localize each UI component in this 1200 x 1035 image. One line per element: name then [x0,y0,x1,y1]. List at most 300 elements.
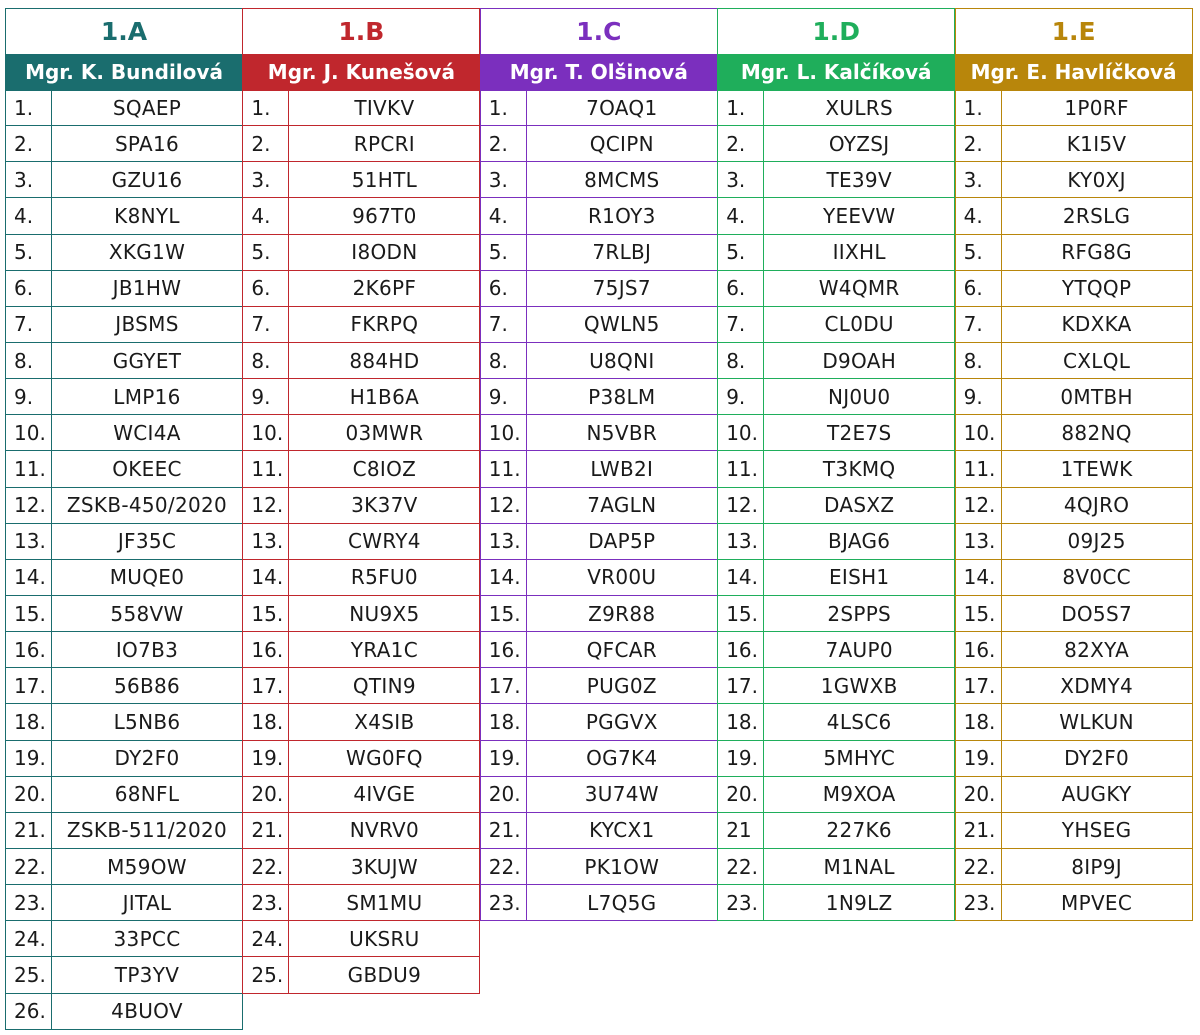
row-number: 23. [242,885,288,921]
access-code: 8MCMS [526,162,718,198]
table-row [242,560,480,596]
access-code: R5FU0 [288,560,480,596]
table-row [955,271,1193,307]
row-number: 6. [480,271,526,307]
row-number: 11. [480,451,526,487]
row-number: 18. [717,704,763,740]
access-code: 3KUJW [288,849,480,885]
table-row [242,849,480,885]
access-code: 33PCC [51,921,243,957]
row-number: 16. [955,632,1001,668]
access-code: X4SIB [288,704,480,740]
teacher-name: Mgr. L. Kalčíková [717,54,955,90]
table-row [955,90,1193,126]
table-row [480,162,718,198]
row-number: 16. [480,632,526,668]
code-list [955,90,1193,921]
row-number: 6. [5,271,51,307]
table-row [480,307,718,343]
row-number: 14. [955,560,1001,596]
row-number: 14. [5,560,51,596]
access-code: L7Q5G [526,885,718,921]
access-code: PUG0Z [526,668,718,704]
row-number: 9. [5,379,51,415]
table-row [242,524,480,560]
row-number: 15. [717,596,763,632]
row-number: 24. [242,921,288,957]
table-row [5,162,243,198]
access-code: N5VBR [526,415,718,451]
row-number: 11. [5,451,51,487]
access-code: 0MTBH [1001,379,1193,415]
row-number: 22. [480,849,526,885]
access-code: H1B6A [288,379,480,415]
access-code: JF35C [51,524,243,560]
row-number: 5. [955,235,1001,271]
class-label: 1.D [717,8,955,54]
table-row [955,307,1193,343]
row-number: 10. [5,415,51,451]
access-code: NJ0U0 [763,379,955,415]
row-number: 15. [480,596,526,632]
row-number: 16. [717,632,763,668]
row-number: 17. [242,668,288,704]
table-row [955,488,1193,524]
row-number: 3. [955,162,1001,198]
table-row [5,198,243,234]
row-number: 20. [480,777,526,813]
row-number: 11. [717,451,763,487]
access-code: 1GWXB [763,668,955,704]
row-number: 18. [480,704,526,740]
table-row [5,885,243,921]
class-column-3 [717,8,955,1032]
table-row [717,198,955,234]
table-row [5,90,243,126]
row-number: 14. [242,560,288,596]
table-row [717,235,955,271]
access-code: 558VW [51,596,243,632]
table-row [717,596,955,632]
table-row [242,126,480,162]
row-number: 3. [480,162,526,198]
row-number: 12. [480,488,526,524]
table-row [5,849,243,885]
table-row [480,90,718,126]
access-code: I8ODN [288,235,480,271]
access-code: DAP5P [526,524,718,560]
access-code: W4QMR [763,271,955,307]
table-row [717,90,955,126]
access-code: R1OY3 [526,198,718,234]
access-code: YTQQP [1001,271,1193,307]
access-code: TIVKV [288,90,480,126]
table-row [242,632,480,668]
row-number: 5. [480,235,526,271]
access-code: T3KMQ [763,451,955,487]
access-code: T2E7S [763,415,955,451]
table-row [480,379,718,415]
row-number: 9. [717,379,763,415]
access-code: OYZSJ [763,126,955,162]
table-row [5,126,243,162]
table-row [717,524,955,560]
row-number: 13. [5,524,51,560]
table-row [242,162,480,198]
table-row [242,379,480,415]
table-row [717,704,955,740]
class-column-4 [955,8,1193,1032]
access-code: CWRY4 [288,524,480,560]
row-number: 2. [5,126,51,162]
table-row [955,379,1193,415]
row-number: 7. [717,307,763,343]
access-code: DO5S7 [1001,596,1193,632]
access-code: PGGVX [526,704,718,740]
access-code: OKEEC [51,451,243,487]
access-code: 7AGLN [526,488,718,524]
access-code: IO7B3 [51,632,243,668]
class-column-2 [480,8,718,1032]
table-row [717,632,955,668]
access-code: 51HTL [288,162,480,198]
access-code: M1NAL [763,849,955,885]
access-code: 4BUOV [51,994,243,1030]
access-code: 68NFL [51,777,243,813]
access-code: 3U74W [526,777,718,813]
row-number: 6. [717,271,763,307]
row-number: 10. [955,415,1001,451]
table-row [717,271,955,307]
access-code: ZSKB-450/2020 [51,488,243,524]
class-label: 1.B [242,8,480,54]
access-code: KYCX1 [526,813,718,849]
row-number: 5. [717,235,763,271]
access-code: 7RLBJ [526,235,718,271]
access-code: RPCRI [288,126,480,162]
access-code: KY0XJ [1001,162,1193,198]
row-number: 17. [717,668,763,704]
row-number: 8. [717,343,763,379]
table-row [717,162,955,198]
table-row [955,741,1193,777]
table-row [955,126,1193,162]
access-code: 3K37V [288,488,480,524]
table-row [955,162,1193,198]
table-row [5,451,243,487]
table-row [717,451,955,487]
row-number: 11. [242,451,288,487]
table-row [5,777,243,813]
class-label: 1.E [955,8,1193,54]
row-number: 20. [242,777,288,813]
row-number: 1. [480,90,526,126]
row-number: 17. [480,668,526,704]
access-code: 2K6PF [288,271,480,307]
row-number: 2. [717,126,763,162]
access-code: 4LSC6 [763,704,955,740]
row-number: 22. [717,849,763,885]
row-number: 10. [242,415,288,451]
table-row [242,704,480,740]
table-row [480,741,718,777]
row-number: 2. [480,126,526,162]
row-number: 21. [480,813,526,849]
row-number: 17. [955,668,1001,704]
access-code: IIXHL [763,235,955,271]
row-number: 20. [5,777,51,813]
class-column-0 [5,8,243,1032]
table-row [5,632,243,668]
table-row [480,632,718,668]
table-row [480,560,718,596]
access-code: DY2F0 [51,741,243,777]
access-code: 09J25 [1001,524,1193,560]
access-code: GZU16 [51,162,243,198]
access-code: D9OAH [763,343,955,379]
row-number: 7. [480,307,526,343]
access-code: C8IOZ [288,451,480,487]
row-number: 18. [242,704,288,740]
row-number: 12. [5,488,51,524]
access-code: 1TEWK [1001,451,1193,487]
table-row [717,668,955,704]
row-number: 22. [955,849,1001,885]
row-number: 15. [955,596,1001,632]
table-row [717,307,955,343]
access-code: JBSMS [51,307,243,343]
row-number: 4. [5,198,51,234]
row-number: 10. [480,415,526,451]
row-number: 4. [242,198,288,234]
table-row [955,524,1193,560]
access-code: QWLN5 [526,307,718,343]
access-code: 4IVGE [288,777,480,813]
table-row [5,488,243,524]
access-code: 5MHYC [763,741,955,777]
access-code: M9XOA [763,777,955,813]
table-row [955,885,1193,921]
table-row [717,343,955,379]
table-row [5,379,243,415]
teacher-name: Mgr. K. Bundilová [5,54,243,90]
row-number: 5. [5,235,51,271]
table-row [955,632,1193,668]
table-row [717,379,955,415]
access-code: P38LM [526,379,718,415]
access-code: JB1HW [51,271,243,307]
table-row [480,198,718,234]
access-code: SQAEP [51,90,243,126]
access-code: 03MWR [288,415,480,451]
table-row [955,668,1193,704]
row-number: 8. [5,343,51,379]
table-row [955,198,1193,234]
table-row [5,704,243,740]
table-row [5,596,243,632]
code-list [480,90,718,921]
access-code: PK1OW [526,849,718,885]
row-number: 25. [5,957,51,993]
table-row [5,813,243,849]
row-number: 23. [717,885,763,921]
row-number: 14. [480,560,526,596]
table-row [480,596,718,632]
table-row [242,90,480,126]
class-column-1 [242,8,480,1032]
row-number: 23. [955,885,1001,921]
table-row [480,524,718,560]
row-number: 24. [5,921,51,957]
row-number: 21 [717,813,763,849]
access-code: NU9X5 [288,596,480,632]
row-number: 13. [480,524,526,560]
access-code: BJAG6 [763,524,955,560]
row-number: 3. [242,162,288,198]
access-code: OG7K4 [526,741,718,777]
table-row [717,488,955,524]
table-row [5,921,243,957]
access-code: 967T0 [288,198,480,234]
access-code: VR00U [526,560,718,596]
table-row [717,885,955,921]
table-row [480,488,718,524]
table-row [955,415,1193,451]
row-number: 15. [242,596,288,632]
row-number: 19. [717,741,763,777]
access-code: FKRPQ [288,307,480,343]
access-code: 7AUP0 [763,632,955,668]
table-row [480,777,718,813]
access-code: XKG1W [51,235,243,271]
row-number: 11. [955,451,1001,487]
row-number: 23. [5,885,51,921]
row-number: 6. [242,271,288,307]
access-code: Z9R88 [526,596,718,632]
access-code: 56B86 [51,668,243,704]
row-number: 13. [717,524,763,560]
table-row [480,126,718,162]
table-row [5,994,243,1030]
access-code: SM1MU [288,885,480,921]
access-code: 82XYA [1001,632,1193,668]
access-code: 8IP9J [1001,849,1193,885]
row-number: 16. [242,632,288,668]
access-code: 1P0RF [1001,90,1193,126]
table-row [5,235,243,271]
teacher-name: Mgr. T. Olšinová [480,54,718,90]
row-number: 7. [5,307,51,343]
access-code: GGYET [51,343,243,379]
row-number: 19. [242,741,288,777]
table-row [242,777,480,813]
class-label: 1.A [5,8,243,54]
table-row [242,307,480,343]
row-number: 6. [955,271,1001,307]
row-number: 1. [717,90,763,126]
row-number: 1. [5,90,51,126]
row-number: 10. [717,415,763,451]
access-code: QTIN9 [288,668,480,704]
access-code: 4QJRO [1001,488,1193,524]
row-number: 9. [955,379,1001,415]
row-number: 25. [242,957,288,993]
access-code: YEEVW [763,198,955,234]
row-number: 12. [717,488,763,524]
access-code: WLKUN [1001,704,1193,740]
table-row [5,415,243,451]
table-row [242,741,480,777]
table-row [480,271,718,307]
row-number: 4. [480,198,526,234]
table-row [717,741,955,777]
row-number: 22. [242,849,288,885]
table-row [480,704,718,740]
access-code: K8NYL [51,198,243,234]
teacher-name: Mgr. E. Havlíčková [955,54,1193,90]
access-code: CL0DU [763,307,955,343]
row-number: 3. [5,162,51,198]
table-row [242,668,480,704]
access-code: GBDU9 [288,957,480,993]
table-row [955,704,1193,740]
table-row [242,885,480,921]
row-number: 18. [955,704,1001,740]
row-number: 23. [480,885,526,921]
table-row [955,235,1193,271]
table-row [5,343,243,379]
row-number: 21. [242,813,288,849]
table-row [242,198,480,234]
code-list [717,90,955,921]
code-list [5,90,243,1030]
row-number: 21. [955,813,1001,849]
access-code: RFG8G [1001,235,1193,271]
table-row [955,343,1193,379]
access-code: 884HD [288,343,480,379]
table-row [955,451,1193,487]
row-number: 5. [242,235,288,271]
table-row [955,813,1193,849]
access-code: MUQE0 [51,560,243,596]
row-number: 20. [955,777,1001,813]
access-code: NVRV0 [288,813,480,849]
access-code: LWB2I [526,451,718,487]
access-code: 7OAQ1 [526,90,718,126]
table-row [242,957,480,993]
row-number: 19. [955,741,1001,777]
table-row [955,560,1193,596]
row-number: 26. [5,994,51,1030]
table-row [242,451,480,487]
access-code: 8V0CC [1001,560,1193,596]
access-code: TE39V [763,162,955,198]
row-number: 19. [480,741,526,777]
table-row [480,235,718,271]
row-number: 4. [717,198,763,234]
row-number: 12. [242,488,288,524]
access-code: MPVEC [1001,885,1193,921]
table-row [955,596,1193,632]
access-code: L5NB6 [51,704,243,740]
row-number: 8. [480,343,526,379]
table-row [480,885,718,921]
access-code: WCI4A [51,415,243,451]
table-row [5,271,243,307]
access-code: 2SPPS [763,596,955,632]
table-row [717,126,955,162]
access-code: SPA16 [51,126,243,162]
